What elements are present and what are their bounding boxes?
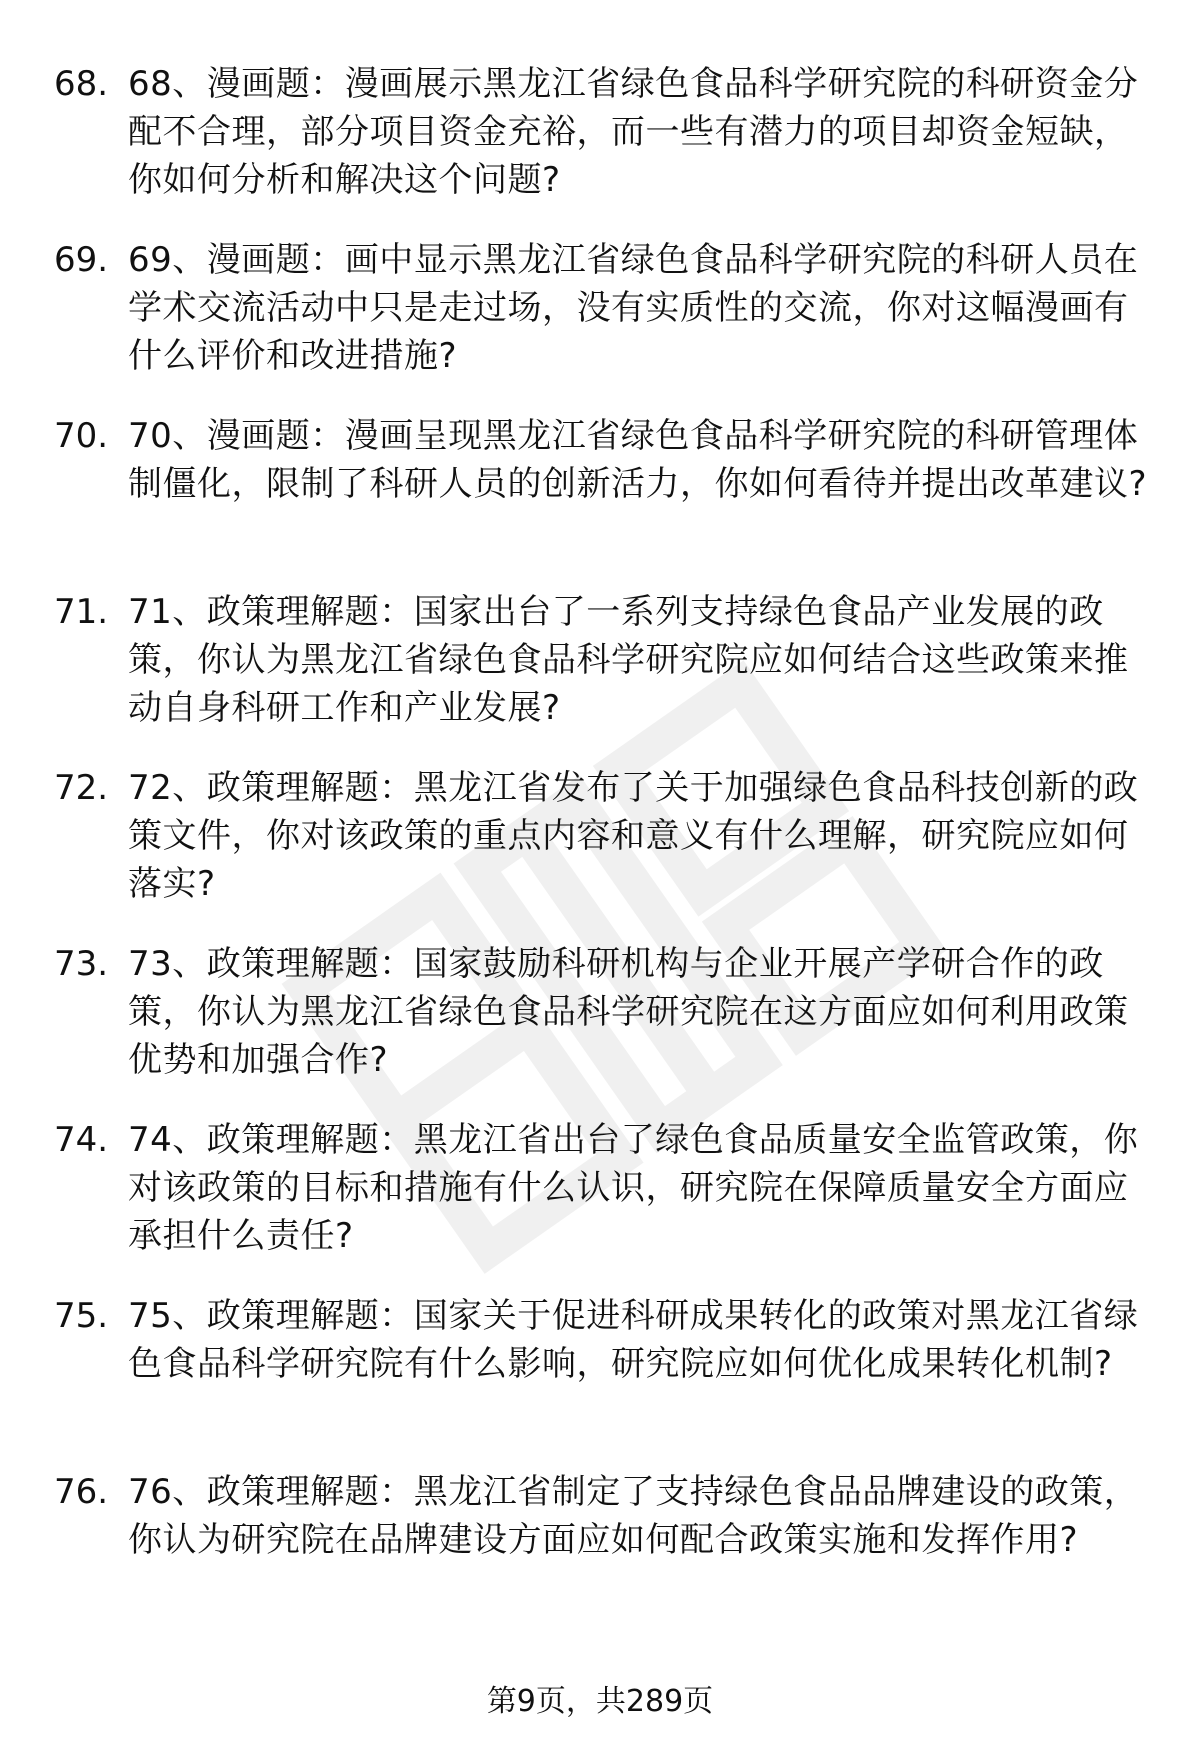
- question-number: 74.: [54, 1120, 109, 1160]
- question-item: [0, 412, 1200, 556]
- question-text: 69、漫画题：画中显示黑龙江省绿色食品科学研究院的科研人员在学术交流活动中只是走过场，没有实质性的交流，你对这幅漫画有什么评价和改进措施?: [128, 240, 1139, 376]
- question-item: [0, 1468, 1200, 1612]
- question-text: 71、政策理解题：国家出台了一系列支持绿色食品产业发展的政策，你认为黑龙江省绿色食品科学研究院应如何结合这些政策来推动自身科研工作和产业发展?: [128, 592, 1129, 728]
- question-text: 70、漫画题：漫画呈现黑龙江省绿色食品科学研究院的科研管理体制僵化，限制了科研人员的创新活力，你如何看待并提出改革建议?: [128, 416, 1148, 504]
- question-item: [0, 1116, 1200, 1260]
- question-list: [0, 60, 1200, 1644]
- question-item: [0, 940, 1200, 1084]
- question-number: 72.: [54, 768, 109, 808]
- question-text: 75、政策理解题：国家关于促进科研成果转化的政策对黑龙江省绿色食品科学研究院有什么影响，研究院应如何优化成果转化机制?: [128, 1296, 1139, 1384]
- question-number: 70.: [54, 416, 109, 456]
- question-item: [0, 60, 1200, 204]
- question-number: 76.: [54, 1472, 109, 1512]
- question-text: 76、政策理解题：黑龙江省制定了支持绿色食品品牌建设的政策，你认为研究院在品牌建设方面应如何配合政策实施和发挥作用?: [128, 1472, 1139, 1560]
- question-text: 73、政策理解题：国家鼓励科研机构与企业开展产学研合作的政策，你认为黑龙江省绿色食品科学研究院在这方面应如何利用政策优势和加强合作?: [128, 944, 1129, 1080]
- question-item: [0, 764, 1200, 908]
- question-number: 68.: [54, 64, 109, 104]
- page-footer: 第9页，共289页: [486, 1684, 714, 1719]
- question-text: 74、政策理解题：黑龙江省出台了绿色食品质量安全监管政策，你对该政策的目标和措施有什么认识，研究院在保障质量安全方面应承担什么责任?: [128, 1120, 1139, 1256]
- question-item: [0, 236, 1200, 380]
- question-text: 72、政策理解题：黑龙江省发布了关于加强绿色食品科技创新的政策文件，你对该政策的重点内容和意义有什么理解，研究院应如何落实?: [128, 768, 1139, 904]
- question-number: 71.: [54, 592, 109, 632]
- question-item: [0, 588, 1200, 732]
- question-number: 75.: [54, 1296, 109, 1336]
- question-number: 69.: [54, 240, 109, 280]
- question-text: 68、漫画题：漫画展示黑龙江省绿色食品科学研究院的科研资金分配不合理，部分项目资金充裕，而一些有潜力的项目却资金短缺，你如何分析和解决这个问题?: [128, 64, 1139, 200]
- question-number: 73.: [54, 944, 109, 984]
- question-item: [0, 1292, 1200, 1436]
